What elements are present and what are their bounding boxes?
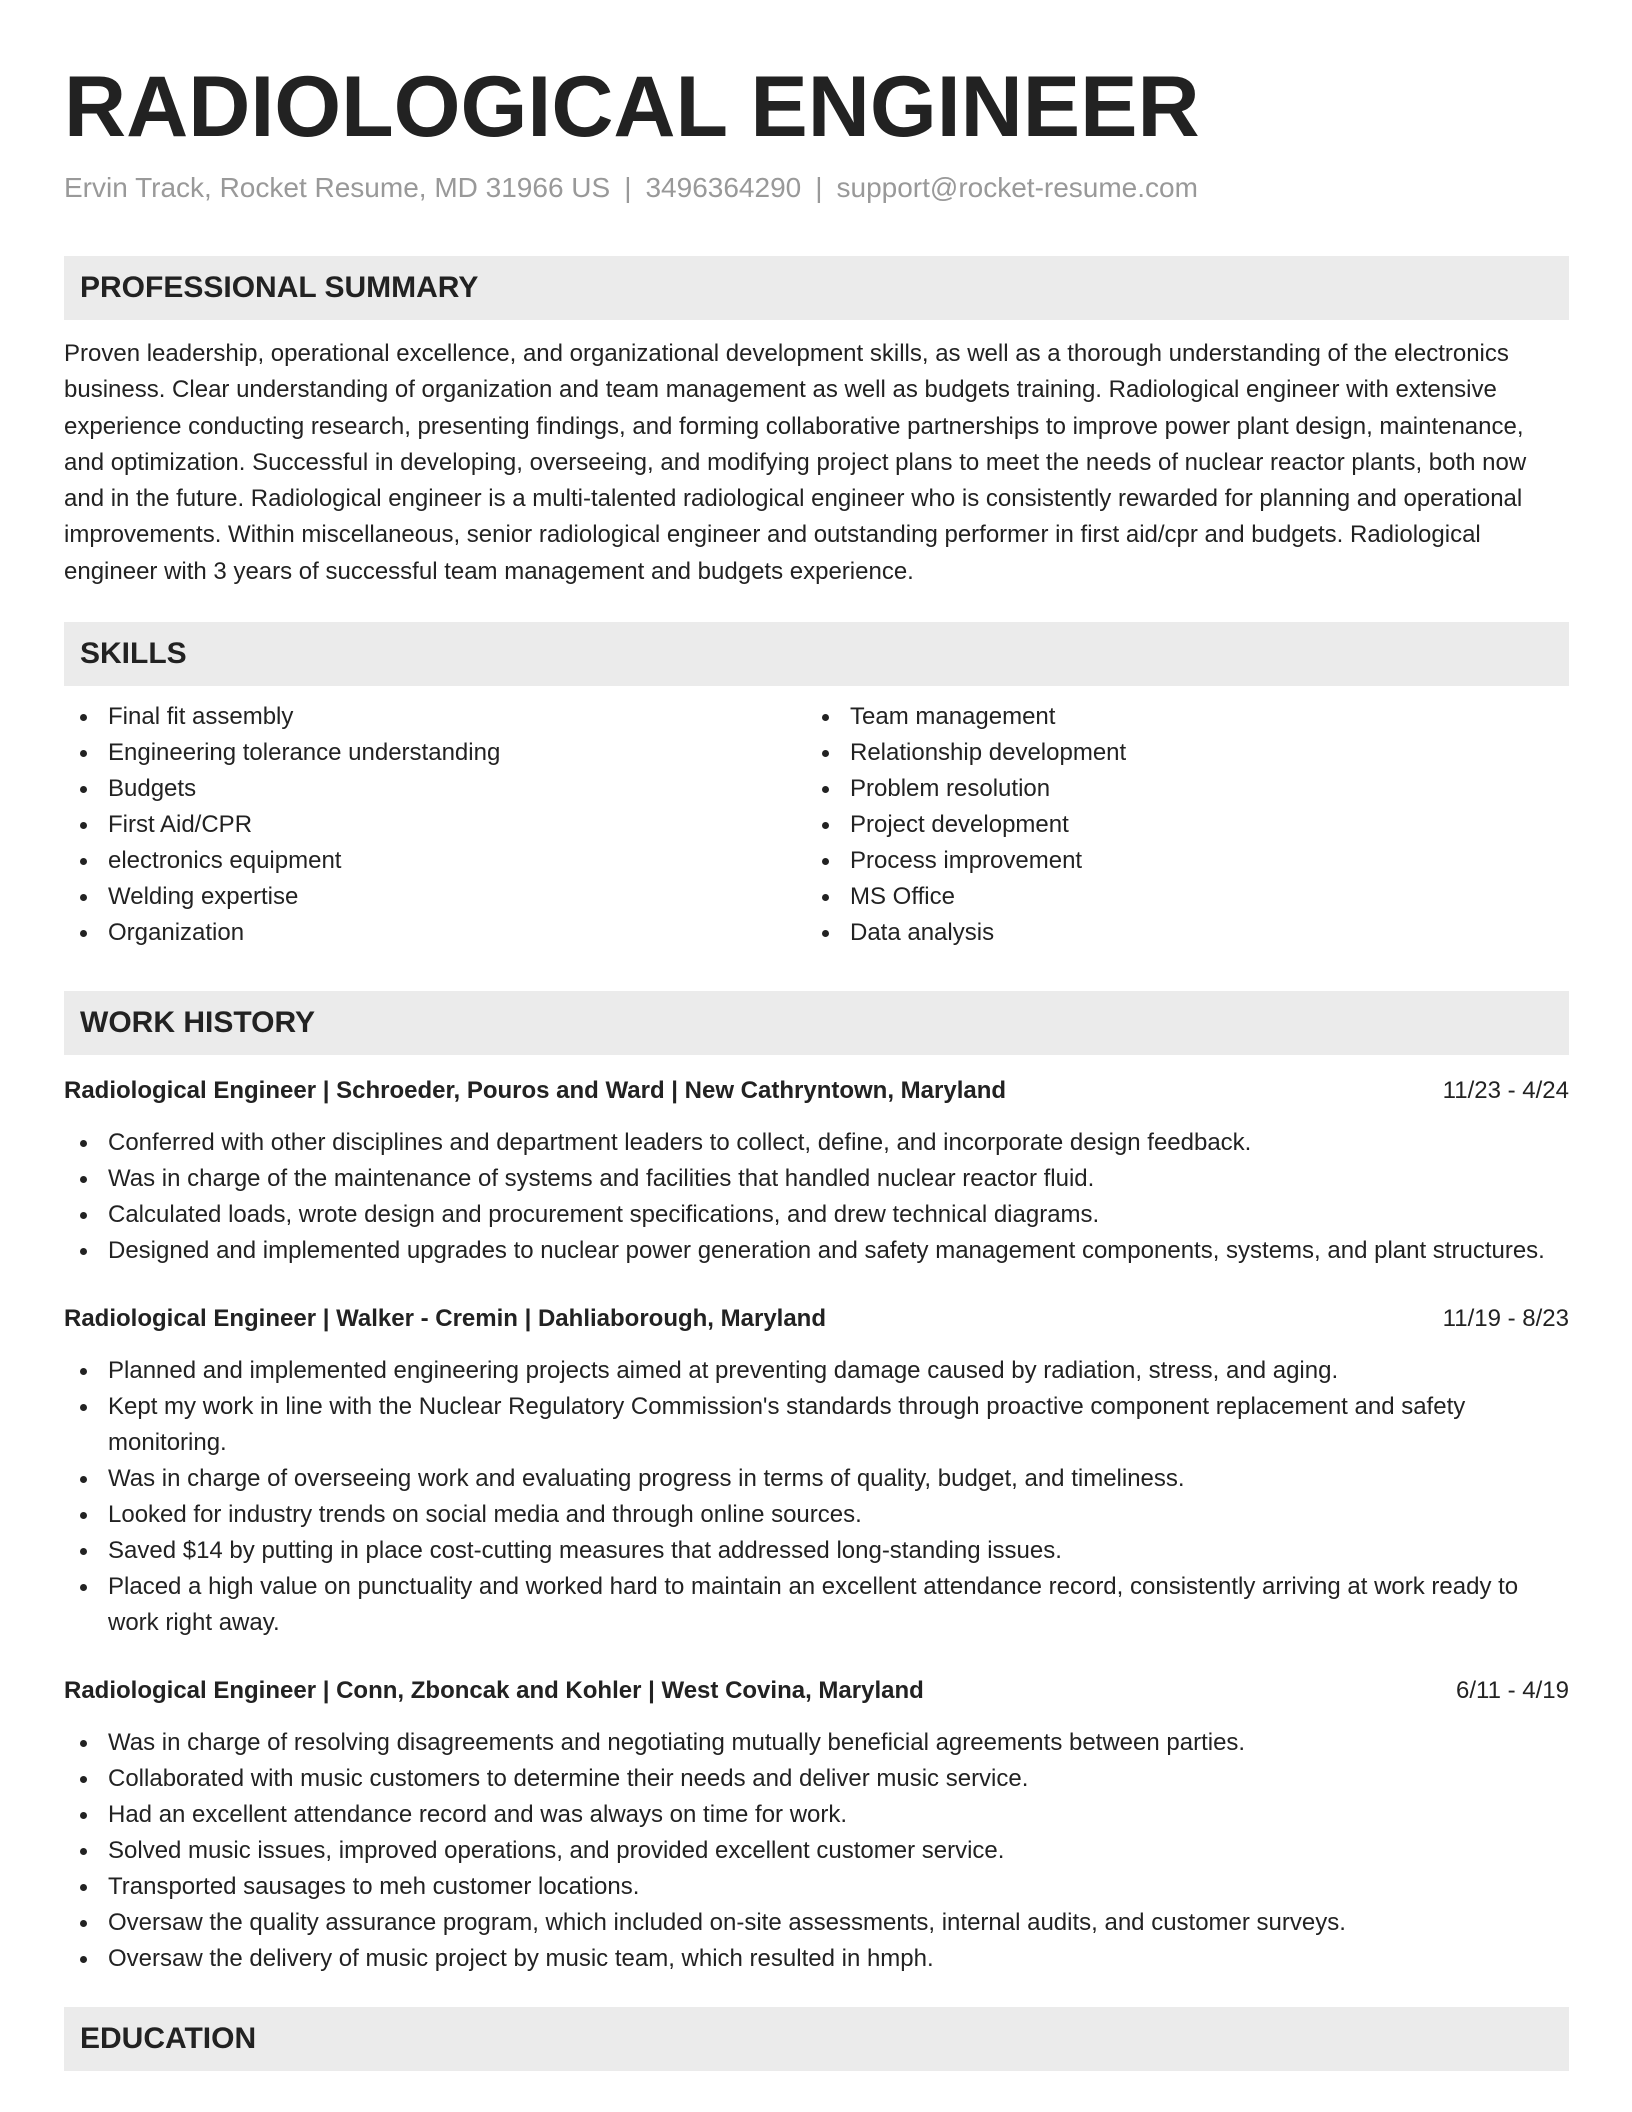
job-title: Radiological Engineer | Schroeder, Pouros and Ward | New Cathryntown, Maryland <box>64 1077 1007 1105</box>
job-title: Radiological Engineer | Conn, Zboncak and Kohler | West Covina, Maryland <box>64 1677 924 1705</box>
resume-title: RADIOLOGICAL ENGINEER <box>64 59 1200 155</box>
skill-item: First Aid/CPR <box>64 807 806 843</box>
job-bullet: Conferred with other disciplines and department leaders to collect, define, and incorporate design feedback. <box>64 1125 1569 1161</box>
contact-separator: | <box>815 172 823 203</box>
skill-item: Budgets <box>64 771 806 807</box>
job-header <box>64 1301 1569 1337</box>
summary-text: Proven leadership, operational excellence, and organizational development skills, as well as a thorough understanding of the electronics business. Clear understanding of organization and team management as well as budgets training. Radiological engineer with extensive experience conducting research, presenting findings, and forming collaborative partnerships to improve power plant design, maintenance, and optimization. Successful in developing, overseeing, and modifying project plans to meet the needs of nuclear reactor plants, both now and in the future. Radiological engineer is a multi-talented radiological engineer who is consistently rewarded for planning and operational improvements. Within miscellaneous, senior radiological engineer and outstanding performer in first aid/cpr and budgets. Radiological engineer with 3 years of successful team management and budgets experience. <box>64 340 1527 585</box>
job-bullet: Had an excellent attendance record and was always on time for work. <box>64 1797 1569 1833</box>
section-heading-skills: SKILLS <box>64 622 1569 686</box>
job-entry <box>64 1073 1569 1269</box>
skills-column-right <box>806 699 1548 951</box>
job-bullet: Calculated loads, wrote design and procurement specifications, and drew technical diagrams. <box>64 1197 1569 1233</box>
skills-column-left <box>64 699 806 951</box>
job-bullet: Saved $14 by putting in place cost-cutting measures that addressed long-standing issues. <box>64 1533 1569 1569</box>
job-bullets <box>64 1725 1569 1977</box>
section-heading-summary: PROFESSIONAL SUMMARY <box>64 256 1569 320</box>
job-bullet: Was in charge of overseeing work and evaluating progress in terms of quality, budget, and timeliness. <box>64 1461 1569 1497</box>
resume-page <box>64 0 1569 2071</box>
job-bullet: Placed a high value on punctuality and worked hard to maintain an excellent attendance record, consistently arriving at work ready to work right away. <box>64 1569 1569 1641</box>
section-heading-education: EDUCATION <box>64 2007 1569 2071</box>
job-title: Radiological Engineer | Walker - Cremin | Dahliaborough, Maryland <box>64 1305 826 1333</box>
skill-item: Final fit assembly <box>64 699 806 735</box>
contact-phone: 3496364290 <box>645 172 802 203</box>
job-bullets <box>64 1353 1569 1641</box>
job-bullet: Collaborated with music customers to determine their needs and deliver music service. <box>64 1761 1569 1797</box>
skill-item: Organization <box>64 915 806 951</box>
job-bullet: Was in charge of resolving disagreements and negotiating mutually beneficial agreements between parties. <box>64 1725 1569 1761</box>
job-bullet: Was in charge of the maintenance of systems and facilities that handled nuclear reactor fluid. <box>64 1161 1569 1197</box>
job-dates: 6/11 - 4/19 <box>1456 1677 1569 1705</box>
skill-item: Project development <box>806 807 1548 843</box>
skill-item: Relationship development <box>806 735 1548 771</box>
contact-email: support@rocket-resume.com <box>836 172 1198 203</box>
job-entry <box>64 1301 1569 1641</box>
job-entry <box>64 1673 1569 1977</box>
skill-item: Team management <box>806 699 1548 735</box>
job-bullet: Oversaw the delivery of music project by music team, which resulted in hmph. <box>64 1941 1569 1977</box>
skill-item: Process improvement <box>806 843 1548 879</box>
job-dates: 11/23 - 4/24 <box>1442 1077 1569 1105</box>
job-header <box>64 1073 1569 1109</box>
job-bullet: Planned and implemented engineering projects aimed at preventing damage caused by radiation, stress, and aging. <box>64 1353 1569 1389</box>
contact-address: Ervin Track, Rocket Resume, MD 31966 US <box>64 172 611 203</box>
contact-line <box>64 170 1569 206</box>
skills-list <box>64 699 1569 951</box>
skill-item: Engineering tolerance understanding <box>64 735 806 771</box>
job-bullet: Transported sausages to meh customer locations. <box>64 1869 1569 1905</box>
job-dates: 11/19 - 8/23 <box>1442 1305 1569 1333</box>
skill-item: MS Office <box>806 879 1548 915</box>
section-heading-work-history: WORK HISTORY <box>64 991 1569 1055</box>
skill-item: Problem resolution <box>806 771 1548 807</box>
job-header <box>64 1673 1569 1709</box>
job-bullet: Solved music issues, improved operations, and provided excellent customer service. <box>64 1833 1569 1869</box>
skill-item: Data analysis <box>806 915 1548 951</box>
job-bullets <box>64 1125 1569 1269</box>
contact-separator: | <box>624 172 632 203</box>
job-bullet: Kept my work in line with the Nuclear Regulatory Commission's standards through proactive component replacement and safety monitoring. <box>64 1389 1569 1461</box>
job-bullet: Looked for industry trends on social media and through online sources. <box>64 1497 1569 1533</box>
job-bullet: Oversaw the quality assurance program, which included on-site assessments, internal audits, and customer surveys. <box>64 1905 1569 1941</box>
skill-item: Welding expertise <box>64 879 806 915</box>
skill-item: electronics equipment <box>64 843 806 879</box>
job-bullet: Designed and implemented upgrades to nuclear power generation and safety management components, systems, and plant structures. <box>64 1233 1569 1269</box>
